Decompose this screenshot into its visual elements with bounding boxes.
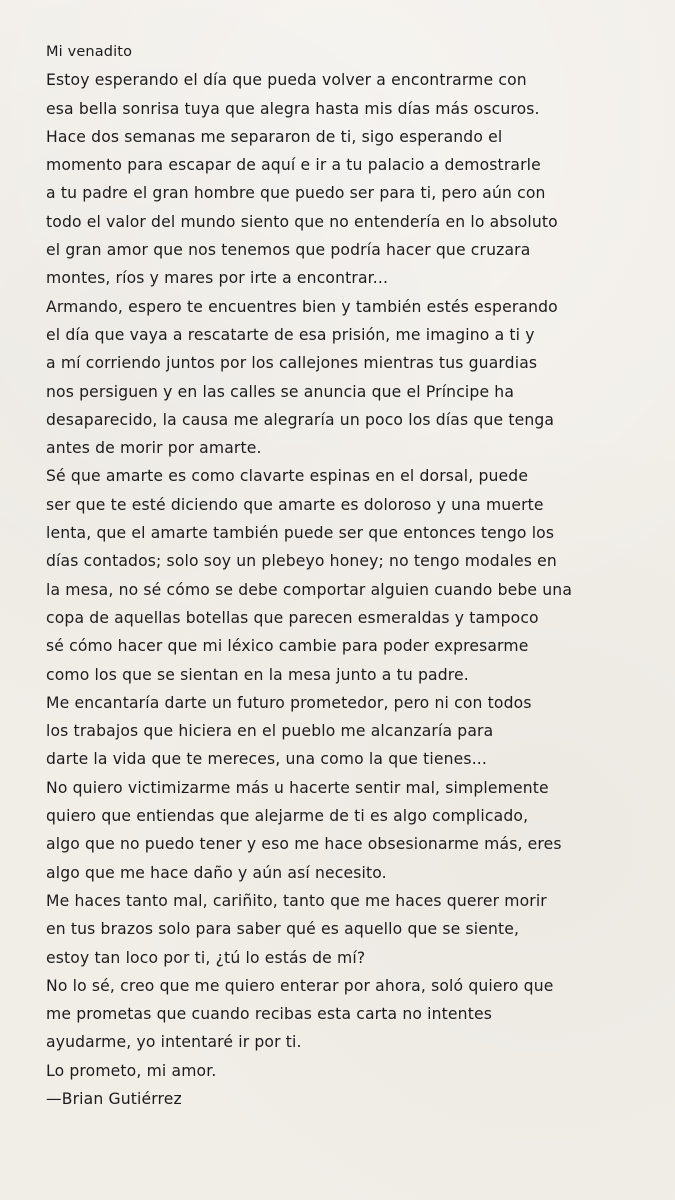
letter-line: nos persiguen y en las calles se anuncia que el Príncipe ha: [46, 382, 515, 401]
letter-line: antes de morir por amarte.: [46, 439, 262, 458]
letter-line: sé cómo hacer que mi léxico cambie para poder expresarme: [46, 637, 529, 656]
letter-line: Me encantaría darte un futuro prometedor, pero ni con todos: [46, 693, 532, 712]
letter-line: ser que te esté diciendo que amarte es doloroso y una muerte: [46, 495, 544, 514]
letter-line: algo que no puedo tener y eso me hace obsesionarme más, eres: [46, 835, 562, 854]
letter-line: el gran amor que nos tenemos que podría hacer que cruzara: [46, 241, 531, 260]
letter-line: No quiero victimizarme más u hacerte sentir mal, simplemente: [46, 778, 549, 797]
letter-line: días contados; solo soy un plebeyo honey; no tengo modales en: [46, 552, 557, 571]
letter-line: estoy tan loco por ti, ¿tú lo estás de mí?: [46, 948, 366, 967]
letter-line: No lo sé, creo que me quiero enterar por ahora, soló quiero que: [46, 976, 554, 995]
letter-line: momento para escapar de aquí e ir a tu palacio a demostrarle: [46, 156, 541, 175]
letter-line: darte la vida que te mereces, una como la que tienes...: [46, 750, 488, 769]
letter-line: Armando, espero te encuentres bien y también estés esperando: [46, 297, 558, 316]
letter-line: a tu padre el gran hombre que puedo ser para ti, pero aún con: [46, 184, 546, 203]
letter-line: montes, ríos y mares por irte a encontrar...: [46, 269, 389, 288]
letter-line: copa de aquellas botellas que parecen esmeraldas y tampoco: [46, 608, 539, 627]
letter-line: desaparecido, la causa me alegraría un poco los días que tenga: [46, 410, 555, 429]
letter-line: Hace dos semanas me separaron de ti, sigo esperando el: [46, 127, 503, 146]
letter-line: me prometas que cuando recibas esta carta no intentes: [46, 1005, 492, 1024]
letter-line: Me haces tanto mal, cariñito, tanto que me haces querer morir: [46, 891, 547, 910]
letter-closing: Lo prometo, mi amor.: [46, 1061, 217, 1080]
letter-line: los trabajos que hiciera en el pueblo me alcanzaría para: [46, 722, 494, 741]
letter-line: el día que vaya a rescatarte de esa prisión, me imagino a ti y: [46, 325, 535, 344]
letter-line: la mesa, no sé cómo se debe comportar alguien cuando bebe una: [46, 580, 573, 599]
letter-line: ayudarme, yo intentaré ir por ti.: [46, 1033, 302, 1052]
letter-line: Sé que amarte es como clavarte espinas en el dorsal, puede: [46, 467, 529, 486]
letter-line: a mí corriendo juntos por los callejones mientras tus guardias: [46, 354, 538, 373]
letter-line: quiero que entiendas que alejarme de ti es algo complicado,: [46, 807, 529, 826]
letter-line: esa bella sonrisa tuya que alegra hasta mis días más oscuros.: [46, 99, 540, 118]
letter-line: todo el valor del mundo siento que no entendería en lo absoluto: [46, 212, 558, 231]
letter-salutation: Mi venadito: [46, 44, 133, 60]
letter-line: en tus brazos solo para saber qué es aquello que se siente,: [46, 920, 520, 939]
letter-signature: —Brian Gutiérrez: [46, 1089, 182, 1108]
letter-line: como los que se sientan en la mesa junto a tu padre.: [46, 665, 469, 684]
letter-line: algo que me hace daño y aún así necesito.: [46, 863, 387, 882]
letter-line: lenta, que el amarte también puede ser que entonces tengo los: [46, 524, 555, 543]
letter-line: Estoy esperando el día que pueda volver a encontrarme con: [46, 71, 527, 90]
